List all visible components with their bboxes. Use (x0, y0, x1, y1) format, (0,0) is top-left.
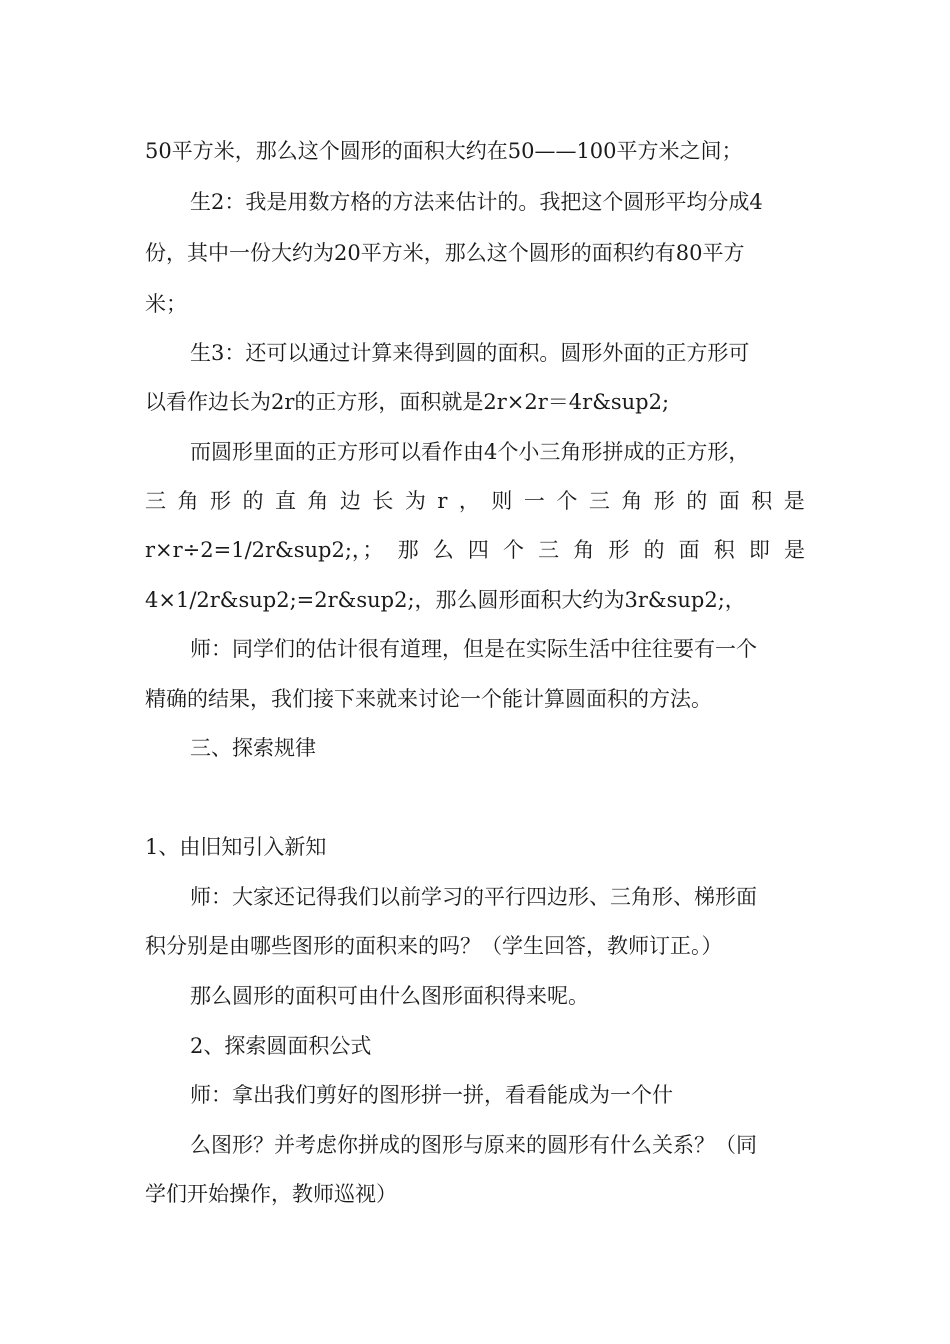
glyph: 则 (491, 489, 513, 513)
glyph: 那 (397, 538, 419, 562)
subsection-heading: 1、由旧知引入新知 (145, 835, 327, 859)
glyph: 角 (621, 489, 643, 513)
text-line: 生2：我是用数方格的方法来估计的。我把这个圆形平均分成4 (190, 190, 763, 214)
text-line: 4×1/2r&sup2;=2r&sup2;，那么圆形面积大约为3r&sup2;， (145, 588, 746, 612)
text-line: 师：大家还记得我们以前学习的平行四边形、三角形、梯形面 (190, 885, 757, 909)
text-line: 而圆形里面的正方形可以看作由4个小三角形拼成的正方形， (190, 440, 750, 464)
glyph: 形 (608, 538, 630, 562)
glyph: 是 (783, 538, 805, 562)
glyph: r×r÷2=1/2r&sup2;，； (145, 538, 384, 562)
glyph: 个 (556, 489, 578, 513)
glyph: 边 (339, 489, 361, 513)
glyph: 的 (643, 538, 665, 562)
glyph: 即 (748, 538, 770, 562)
glyph: ， (458, 489, 480, 513)
glyph: 个 (502, 538, 524, 562)
text-line: 生3：还可以通过计算来得到圆的面积。圆形外面的正方形可 (190, 341, 750, 365)
glyph: 角 (573, 538, 595, 562)
glyph: 是 (783, 489, 805, 513)
glyph: 面 (678, 538, 700, 562)
text-line: 积分别是由哪些图形的面积来的吗？（学生回答，教师订正。） (145, 934, 723, 958)
glyph: 四 (467, 538, 489, 562)
text-line: 份，其中一份大约为20平方米，那么这个圆形的面积约有80平方 (145, 241, 745, 265)
glyph: 直 (274, 489, 296, 513)
glyph: 三 (145, 489, 166, 513)
glyph: 的 (242, 489, 264, 513)
subsection-heading: 2、探索圆面积公式 (190, 1034, 372, 1058)
text-line: 以看作边长为2r的正方形，面积就是2r×2r＝4r&sup2; (145, 390, 670, 414)
glyph: 积 (751, 489, 773, 513)
glyph: 形 (209, 489, 231, 513)
glyph: 么 (432, 538, 454, 562)
text-line-justified (145, 484, 805, 518)
text-line-justified (145, 533, 805, 567)
text-line: 师：拿出我们剪好的图形拼一拼，看看能成为一个什 (190, 1083, 673, 1107)
glyph: 三 (588, 489, 610, 513)
glyph: 长 (372, 489, 394, 513)
glyph: 面 (718, 489, 740, 513)
glyph: 积 (713, 538, 735, 562)
section-heading: 三、探索规律 (190, 736, 316, 760)
glyph: r (437, 489, 448, 513)
glyph: 角 (307, 489, 329, 513)
text-line: 学们开始操作，教师巡视） (145, 1182, 397, 1206)
glyph: 一 (523, 489, 545, 513)
text-line: 么图形？并考虑你拼成的图形与原来的圆形有什么关系？（同 (190, 1133, 757, 1157)
glyph: 为 (404, 489, 426, 513)
text-line: 那么圆形的面积可由什么图形面积得来呢。 (190, 984, 589, 1008)
glyph: 三 (538, 538, 560, 562)
glyph: 的 (686, 489, 708, 513)
text-line: 50平方米，那么这个圆形的面积大约在50——100平方米之间； (145, 139, 743, 163)
glyph: 形 (653, 489, 675, 513)
text-line: 精确的结果，我们接下来就来讨论一个能计算圆面积的方法。 (145, 687, 712, 711)
text-line: 师：同学们的估计很有道理，但是在实际生活中往往要有一个 (190, 637, 757, 661)
text-line: 米； (145, 292, 187, 316)
glyph: 角 (177, 489, 199, 513)
